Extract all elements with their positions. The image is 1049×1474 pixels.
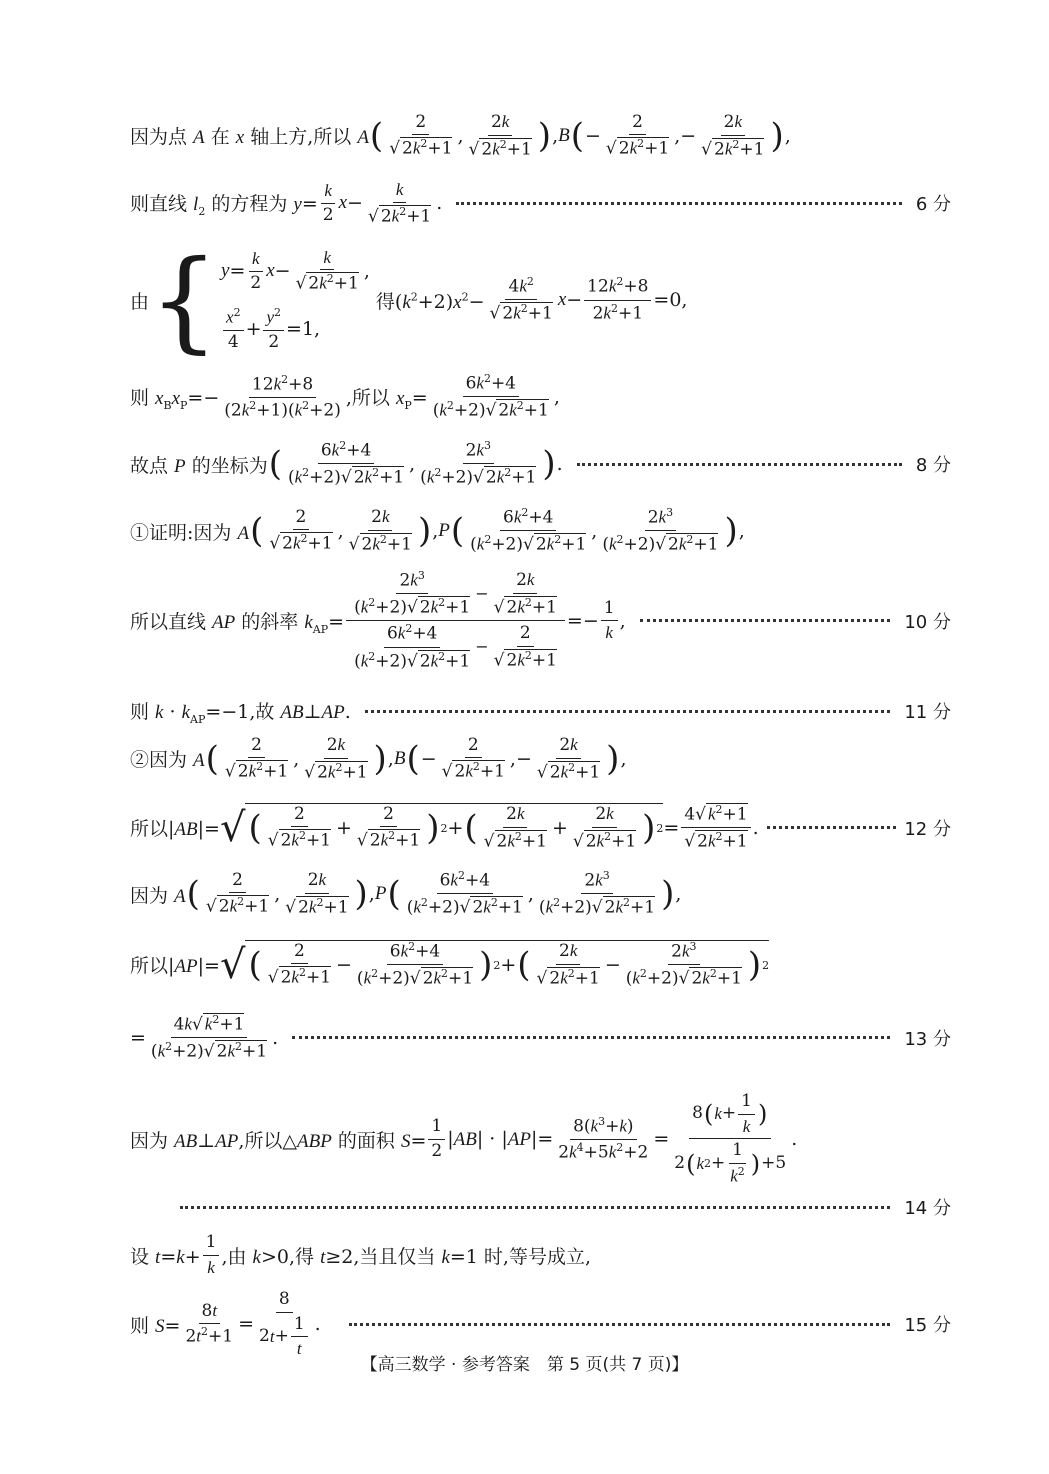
line-xbxp: 则 $x_Bx_P=-$ $\frac{12k^2+8}{(2k^2+1)(k^2+2)}$ ,所以 $x_P=$ $\frac{6k^2+4}{(k^2+2)√ 2k^2+1}$ , [130,372,560,421]
line-slope-ap: 所以直线 AP 的斜率 $k_{AP}=$ $\frac{2k^3}{(k^2+2)√ 2k^2+1}$ − $\frac{2k}{√ 2k^2+1}$ $\frac{6k^2+4}{(k^2+2)√ 2k^2+1}$ − $\frac{2}{√ 2k^2+1}$ =− $\frac{1}{k}$ , 10 分 [130,569,951,672]
line-part-2: ②因为 A ( $\frac{2}{√ 2k^2+1}$ , $\frac{2k}{√ 2k^2+1}$ ) , B ( − $\frac{2}{√ 2k^2+1}$ ,− $\frac{2k}{√ 2k^2+1}$ ) , [130,734,627,783]
leader-dots [767,826,897,829]
line-a-p-coords: 因为 A ( $\frac{2}{√ 2k^2+1}$ , $\frac{2k}{√ 2k^2+1}$ ) , P ( $\frac{6k^2+4}{(k^2+2)√ 2k^2+1}$ , $\frac{2k^3}{(k^2+2)√ 2k^2+1}$ ) , [130,869,682,918]
score-13: 13 分 [904,1028,951,1050]
line-l2-equation: 则直线 $l_2$ 的方程为 y= $\frac{k}{2}$ x − $\frac{k}{√ 2k^2+1}$ . 6 分 [130,180,951,227]
leader-dots [456,202,902,205]
score-15: 15 分 [904,1315,951,1337]
line-proof-1: ①证明:因为 A ( $\frac{2}{√ 2k^2+1}$ , $\frac{2k}{√ 2k^2+1}$ ) , P ( $\frac{6k^2+4}{(k^2+2)√ 2k^2+1}$ , $\frac{2k^3}{(k^2+2)√ 2k^2+1}$ ) , [130,506,745,555]
score-8: 8 分 [915,455,951,477]
score-12: 12 分 [904,818,951,840]
leader-dots [180,1206,890,1209]
leader-dots [577,463,902,466]
line-ab-length: 所以|AB|= √ ( $\frac{2}{√ 2k^2+1}$ + $\frac{2}{√ 2k^2+1}$ ) 2 + ( $\frac{2k}{√ 2k^2+1}$ + $\frac{2k}{√ 2k^2+1}$ ) 2 = $\frac{4√ k^2+1}{√ 2k^2+1}$ . 12 分 [130,803,951,852]
line-substitution: 设 t=k+ $\frac{1}{k}$ ,由 k>0,得 t≥2,当且仅当 k=1 时,等号成立, [130,1232,592,1277]
leader-dots [349,1323,891,1326]
line-final: 则 S= $\frac{8t}{2t^2+1}$ = 8 2 t + $\frac{1}{t}$ . 15 分 [130,1289,951,1359]
page-footer: 【高三数学 · 参考答案 第 5 页(共 7 页)】 [360,1355,689,1375]
line-point-a-coords: 因为点 A 在 x 轴上方,所以 A ( $\frac{2}{√ 2k^2+1}$ , $\frac{2k}{√ 2k^2+1}$ ) , B ( − $\frac{2}{√ 2k^2+1}$ ,− $\frac{2k}{√ 2k^2+1}$ ) , [130,111,791,160]
score-14: 14 分 [904,1198,951,1219]
line-ap-length: 所以|AP|= √ ( $\frac{2}{√ 2k^2+1}$ − $\frac{6k^2+4}{(k^2+2)√ 2k^2+1}$ ) 2 + ( $\frac{2k}{√ 2k^2+1}$ − $\frac{2k^3}{(k^2+2)√ 2k^2+1}$ ) 2 [130,940,770,989]
system-prefix: 由 [130,290,150,313]
line-point-p: 故点 P 的坐标为 ( $\frac{6k^2+4}{(k^2+2)√ 2k^2+1}$ , $\frac{2k^3}{(k^2+2)√ 2k^2+1}$ ) . 8 分 [130,439,951,488]
leader-dots [292,1036,890,1039]
line-system: 由 { y = $\frac{k}{2}$ x − $\frac{k}{√ 2k^2+1}$ , $\frac{x^2}{4}$ + $\frac{y^2}{2}$ =1, 得$(k^2+2)x^2-$ $\frac{4k^2}{√ 2k^2+1}$ x − $\frac{12k^2+8}{2k^2+1}$ =0, [130,236,688,364]
line-area: 因为 AB⊥AP,所以△ABP 的面积 S= $\frac{1}{2}$ |AB| · |AP|= $\frac{8(k^3+k)}{2k^4+5k^2+2}$ = 8 ( k + $\frac{1}{k}$ ) 2 ( k 2 + $\frac{1}{k^2}$ ) +5 . [130,1091,798,1186]
line-perpendicular: 则 $k \cdot k_{AP}=-1$,故 AB⊥AP. 11 分 [130,697,951,726]
score-11: 11 分 [904,702,951,724]
line-score-14 [130,1194,951,1220]
line-ap-result: = $\frac{4k√ k^2+1}{(k^2+2)√ 2k^2+1}$ . 13 分 [130,1013,951,1062]
leader-dots [640,619,891,622]
score-6: 6 分 [915,194,951,216]
leader-dots [365,710,891,713]
score-10: 10 分 [904,611,951,633]
